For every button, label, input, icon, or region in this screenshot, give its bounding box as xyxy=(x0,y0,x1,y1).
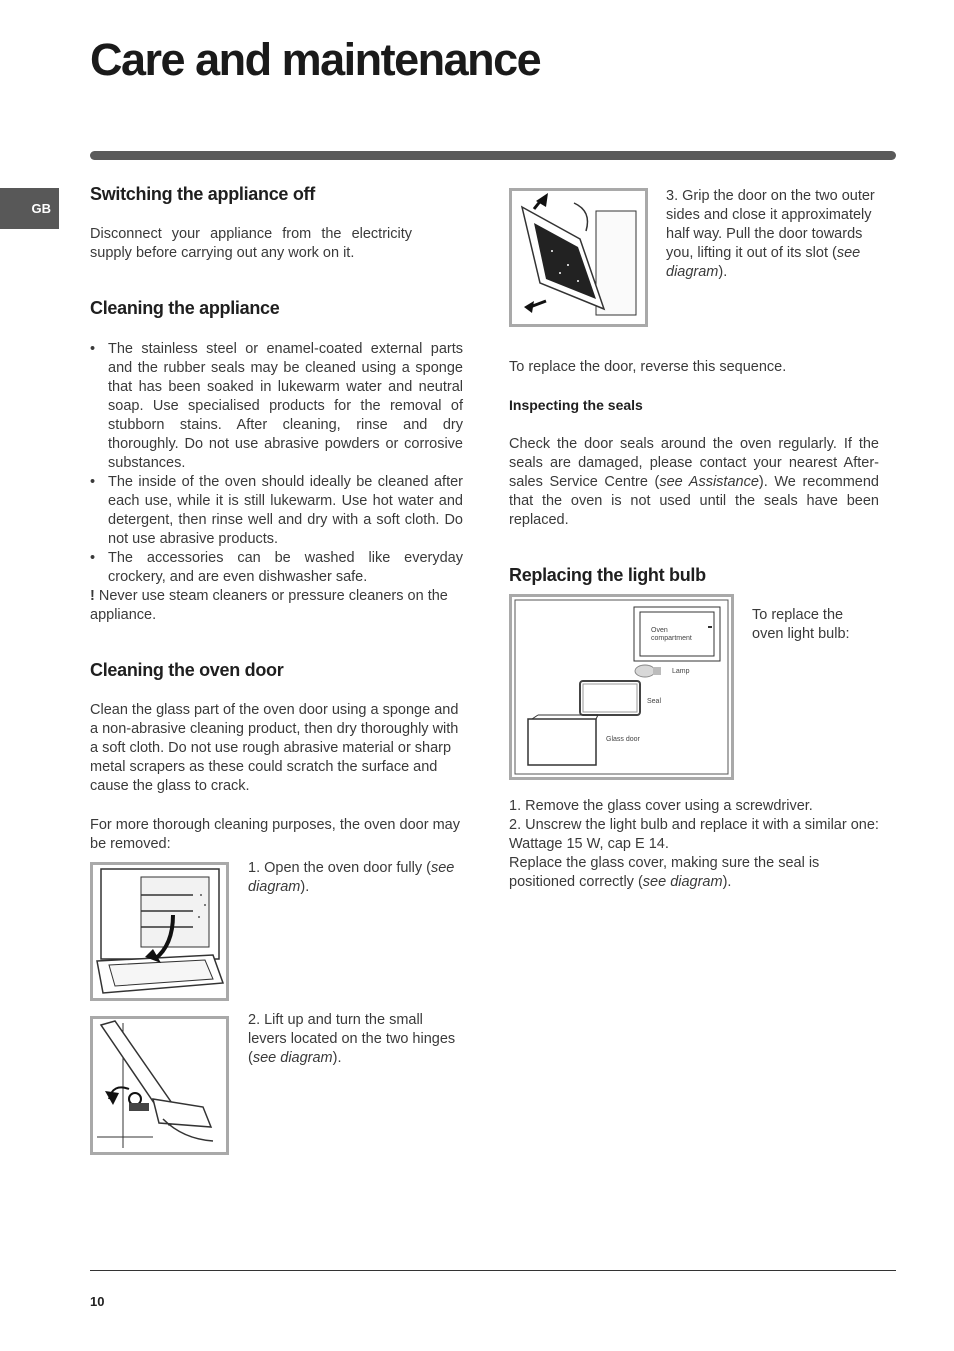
diagram-label-glass-door: Glass door xyxy=(606,736,640,743)
inspecting-seals-text: Check the door seals around the oven regularly. If the seals are damaged, please contact your nearest After-sales Service Centre (see Assistance). We recommend that the oven is not used until the seals have been replaced. xyxy=(509,436,880,528)
light-bulb-step-1: 1. Remove the glass cover using a screwdriver. xyxy=(509,798,813,814)
light-bulb-intro: To replace the oven light bulb: xyxy=(752,607,850,642)
see-diagram-link: see diagram xyxy=(248,860,455,895)
door-step-1: 1. Open the oven door fully (see diagram). xyxy=(248,860,455,895)
page-number: 10 xyxy=(90,1294,105,1309)
language-tab: GB xyxy=(0,188,59,229)
see-diagram-link: see diagram xyxy=(642,874,723,890)
page-title: Care and maintenance xyxy=(90,34,541,85)
replace-door-text: To replace the door, reverse this sequence. xyxy=(509,359,787,375)
cleaning-appliance-heading: Cleaning the appliance xyxy=(90,298,280,318)
lift-door-diagram xyxy=(509,188,648,327)
diagram-label-compartment: compartment xyxy=(651,635,692,642)
door-removal-intro: For more thorough cleaning purposes, the oven door may be removed: xyxy=(90,817,460,852)
switching-off-text: Disconnect your appliance from the electricity supply before carrying out any work on it. xyxy=(90,226,412,261)
warning-mark: ! xyxy=(90,588,95,604)
light-bulb-diagram xyxy=(509,594,734,780)
cleaning-appliance-list xyxy=(90,340,463,587)
diagram-label-seal: Seal xyxy=(647,698,662,705)
diagram-label-lamp: Lamp xyxy=(672,668,690,675)
list-item: • The accessories can be washed like everyday crockery, and are even dishwasher safe. xyxy=(90,549,463,587)
cleaning-door-text: Clean the glass part of the oven door using a sponge and a non-abrasive cleaning product, then dry thoroughly with a soft cloth. Do not use rough abrasive material or sharp metal scrapers as these could scratch the surface and cause the glass to crack. xyxy=(90,702,459,794)
footer-divider xyxy=(90,1270,896,1271)
see-diagram-link: see diagram xyxy=(666,245,861,280)
switching-off-heading: Switching the appliance off xyxy=(90,184,315,204)
list-item: • The inside of the oven should ideally be cleaned after each use, while it is still lukewarm. Use hot water and detergent, then rinse well and dry with a soft cloth. Do not use abrasive products. xyxy=(90,473,463,549)
see-assistance-link: see Assistance xyxy=(659,474,759,490)
hinge-levers-diagram xyxy=(90,1016,229,1155)
diagram-label-oven: Oven xyxy=(651,627,668,634)
cleaning-door-heading: Cleaning the oven door xyxy=(90,660,284,680)
list-item: • The stainless steel or enamel-coated external parts and the rubber seals may be cleaned using a sponge that has been soaked in lukewarm water and neutral soap. Use specialised products for the removal of stubborn stains. After cleaning, rinse and dry thoroughly. Do not use abrasive powders or corrosive substances. xyxy=(90,340,463,473)
door-step-2: 2. Lift up and turn the small levers located on the two hinges (see diagram). xyxy=(248,1012,456,1066)
header-divider xyxy=(90,151,896,160)
light-bulb-step-2: 2. Unscrew the light bulb and replace it with a similar one: Wattage 15 W, cap E 14. xyxy=(509,817,879,852)
warning-text: Never use steam cleaners or pressure cleaners on the appliance. xyxy=(90,588,448,623)
see-diagram-link: see diagram xyxy=(252,1050,333,1066)
door-step-3: 3. Grip the door on the two outer sides and close it approximately half way. Pull the door towards you, lifting it out of its slot (see diagram). xyxy=(666,188,875,280)
inspecting-seals-heading: Inspecting the seals xyxy=(509,397,643,413)
steam-cleaner-warning xyxy=(90,587,463,625)
open-door-diagram xyxy=(90,862,229,1001)
light-bulb-step-3: Replace the glass cover, making sure the seal is positioned correctly (see diagram). xyxy=(509,855,820,890)
light-bulb-heading: Replacing the light bulb xyxy=(509,565,706,585)
